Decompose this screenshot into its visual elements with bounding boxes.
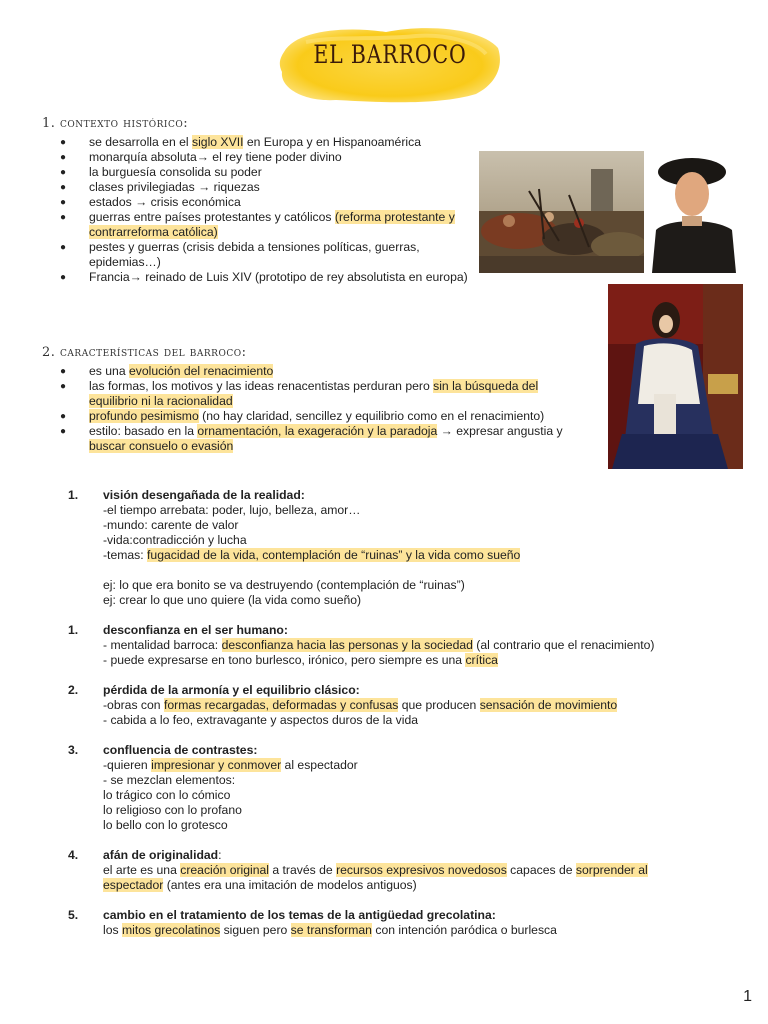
item-heading: pérdida de la armonía y el equilibrio clásico: <box>103 683 360 697</box>
item-line <box>103 698 703 713</box>
item-number: 5. <box>68 908 79 922</box>
bullet-dot-icon: ● <box>60 242 67 253</box>
bullet-dot-icon: ● <box>60 182 67 193</box>
text-run: capaces de <box>506 863 576 877</box>
highlighted-text: siglo XVII <box>191 135 244 149</box>
bullet-dot-icon: ● <box>60 167 67 178</box>
bullet-item <box>60 379 580 409</box>
item-number: 2. <box>68 683 79 697</box>
bullet-item <box>60 135 470 150</box>
text-run: (no hay claridad, sencillez y equilibrio como en el renacimiento) <box>198 409 545 423</box>
item-body <box>103 908 703 938</box>
text-run: lo bello con lo grotesco <box>103 818 228 832</box>
text-run: monarquía absoluta→ el rey tiene poder divino <box>89 150 342 164</box>
bullet-dot-icon: ● <box>60 411 67 422</box>
item-line <box>103 548 703 563</box>
highlighted-text: recursos expresivos novedosos <box>336 863 507 877</box>
highlighted-text: espectador <box>103 878 164 892</box>
text-run: clases privilegiadas → riquezas <box>89 180 260 194</box>
text-run: (al contrario que el renacimiento) <box>472 638 655 652</box>
text-run: -el tiempo arrebata: poder, lujo, belleza, amor… <box>103 503 361 517</box>
item-body <box>103 743 703 833</box>
bullet-item <box>60 180 470 195</box>
text-run: los <box>103 923 122 937</box>
page-title: EL BARROCO <box>313 40 467 69</box>
item-heading: cambio en el tratamiento de los temas de la antigüedad grecolatina: <box>103 908 496 922</box>
bullet-item <box>60 240 470 270</box>
text-run: ej: lo que era bonito se va destruyendo (contemplación de “ruinas”) <box>103 578 465 592</box>
bullet-dot-icon: ● <box>60 272 67 283</box>
item-line <box>103 503 703 518</box>
item-line <box>103 713 703 728</box>
item-number: 1. <box>68 488 79 502</box>
section2-bullet-list <box>60 364 580 454</box>
item-line <box>103 533 703 548</box>
item-line <box>103 758 703 773</box>
highlighted-text: sensación de movimiento <box>479 698 618 712</box>
item-line <box>103 923 703 938</box>
text-run: -mundo: carente de valor <box>103 518 239 532</box>
text-run: lo religioso con lo profano <box>103 803 242 817</box>
item-line <box>103 878 703 893</box>
text-run: Francia→ reinado de Luis XIV (prototipo de rey absolutista en europa) <box>89 270 468 284</box>
highlighted-text: fugacidad de la vida, contemplación de “ruinas” y la vida como sueño <box>147 548 521 562</box>
item-line <box>103 788 703 803</box>
bullet-item <box>60 150 470 165</box>
item-heading: visión desengañada de la realidad: <box>103 488 305 502</box>
section2-heading: 2. características del barroco: <box>42 345 247 360</box>
text-run: - mentalidad barroca: <box>103 638 222 652</box>
luther-portrait-image <box>652 152 736 273</box>
text-run: - cabida a lo feo, extravagante y aspectos duros de la vida <box>103 713 419 727</box>
text-run: : <box>218 848 222 862</box>
louis-xiv-portrait-image <box>608 284 743 469</box>
highlighted-text: desconfianza hacia las personas y la sociedad <box>221 638 473 652</box>
text-run: -obras con <box>103 698 164 712</box>
battle-painting-image <box>479 151 644 273</box>
bullet-dot-icon: ● <box>60 381 67 392</box>
item-line <box>103 623 703 638</box>
item-body <box>103 623 703 668</box>
item-line <box>103 653 703 668</box>
item-number: 1. <box>68 623 79 637</box>
bullet-item <box>60 424 580 454</box>
highlighted-text: formas recargadas, deformadas y confusas <box>163 698 399 712</box>
item-line <box>103 773 703 788</box>
text-run: - se mezclan elementos: <box>103 773 236 787</box>
section1-heading: 1. contexto histórico: <box>42 116 189 131</box>
highlighted-text: evolución del renacimiento <box>128 364 274 378</box>
item-line <box>103 863 703 878</box>
text-run: - puede expresarse en tono burlesco, irónico, pero siempre es una <box>103 653 466 667</box>
text-run: ej: crear lo que uno quiere (la vida como sueño) <box>103 593 362 607</box>
text-run: el arte es una <box>103 863 181 877</box>
item-line <box>103 638 703 653</box>
item-number: 4. <box>68 848 79 862</box>
item-line <box>103 488 703 503</box>
highlighted-text: se transforman <box>290 923 372 937</box>
item-line <box>103 563 703 578</box>
text-run: guerras entre países protestantes y católicos <box>89 210 335 224</box>
highlighted-text: ornamentación, la exageración y la paradoja <box>197 424 438 438</box>
text-run: estados → crisis económica <box>89 195 241 209</box>
highlighted-text: profundo pesimismo <box>89 409 199 423</box>
item-line <box>103 593 703 608</box>
text-run: siguen pero <box>220 923 291 937</box>
item-body <box>103 848 703 893</box>
bullet-item <box>60 270 470 285</box>
bullet-item <box>60 165 470 180</box>
highlighted-text: crítica <box>465 653 498 667</box>
text-run: las formas, los motivos y las ideas renacentistas perduran pero <box>89 379 434 393</box>
item-line <box>103 578 703 593</box>
item-line <box>103 518 703 533</box>
highlighted-text: sorprender al <box>575 863 648 877</box>
item-line <box>103 803 703 818</box>
page-number: 1 <box>743 988 752 1005</box>
bullet-dot-icon: ● <box>60 197 67 208</box>
item-number: 3. <box>68 743 79 757</box>
text-run: → expresar angustia y <box>437 424 563 438</box>
text-run: con intención paródica o burlesca <box>371 923 557 937</box>
item-line <box>103 683 703 698</box>
text-run: al espectador <box>281 758 358 772</box>
highlighted-text: mitos grecolatinos <box>121 923 221 937</box>
bullet-item <box>60 364 580 379</box>
item-heading: confluencia de contrastes: <box>103 743 258 757</box>
text-run: es una <box>89 364 129 378</box>
item-heading: afán de originalidad <box>103 848 219 862</box>
text-run: que producen <box>398 698 480 712</box>
bullet-dot-icon: ● <box>60 212 67 223</box>
item-line <box>103 848 703 863</box>
highlighted-text: buscar consuelo o evasión <box>89 439 234 453</box>
bullet-item <box>60 409 580 424</box>
highlighted-text: impresionar y conmover <box>151 758 282 772</box>
text-run: -vida:contradicción y lucha <box>103 533 247 547</box>
text-run: pestes y guerras (crisis debida a tensiones políticas, guerras, epidemias…) <box>89 240 420 269</box>
bullet-item <box>60 195 470 210</box>
item-heading: desconfianza en el ser humano: <box>103 623 288 637</box>
text-run: estilo: basado en la <box>89 424 198 438</box>
text-run: -quieren <box>103 758 152 772</box>
text-run: a través de <box>269 863 337 877</box>
item-line <box>103 818 703 833</box>
text-run: se desarrolla en el <box>89 135 192 149</box>
bullet-dot-icon: ● <box>60 366 67 377</box>
highlighted-text: creación original <box>180 863 269 877</box>
text-run: en Europa y en Hispanoamérica <box>243 135 421 149</box>
bullet-dot-icon: ● <box>60 152 67 163</box>
item-body <box>103 683 703 728</box>
bullet-dot-icon: ● <box>60 426 67 437</box>
item-line <box>103 743 703 758</box>
text-run: lo trágico con lo cómico <box>103 788 231 802</box>
item-body <box>103 488 703 608</box>
text-run: -temas: <box>103 548 148 562</box>
text-run: (antes era una imitación de modelos antiguos) <box>163 878 417 892</box>
text-run: la burguesía consolida su poder <box>89 165 262 179</box>
bullet-item <box>60 210 470 240</box>
item-line <box>103 908 703 923</box>
highlighted-text: sin la búsqueda del equilibrio ni la racionalidad <box>89 379 539 408</box>
section1-bullet-list <box>60 135 470 285</box>
bullet-dot-icon: ● <box>60 137 67 148</box>
highlighted-text: (reforma protestante y contrarreforma católica) <box>89 210 455 239</box>
